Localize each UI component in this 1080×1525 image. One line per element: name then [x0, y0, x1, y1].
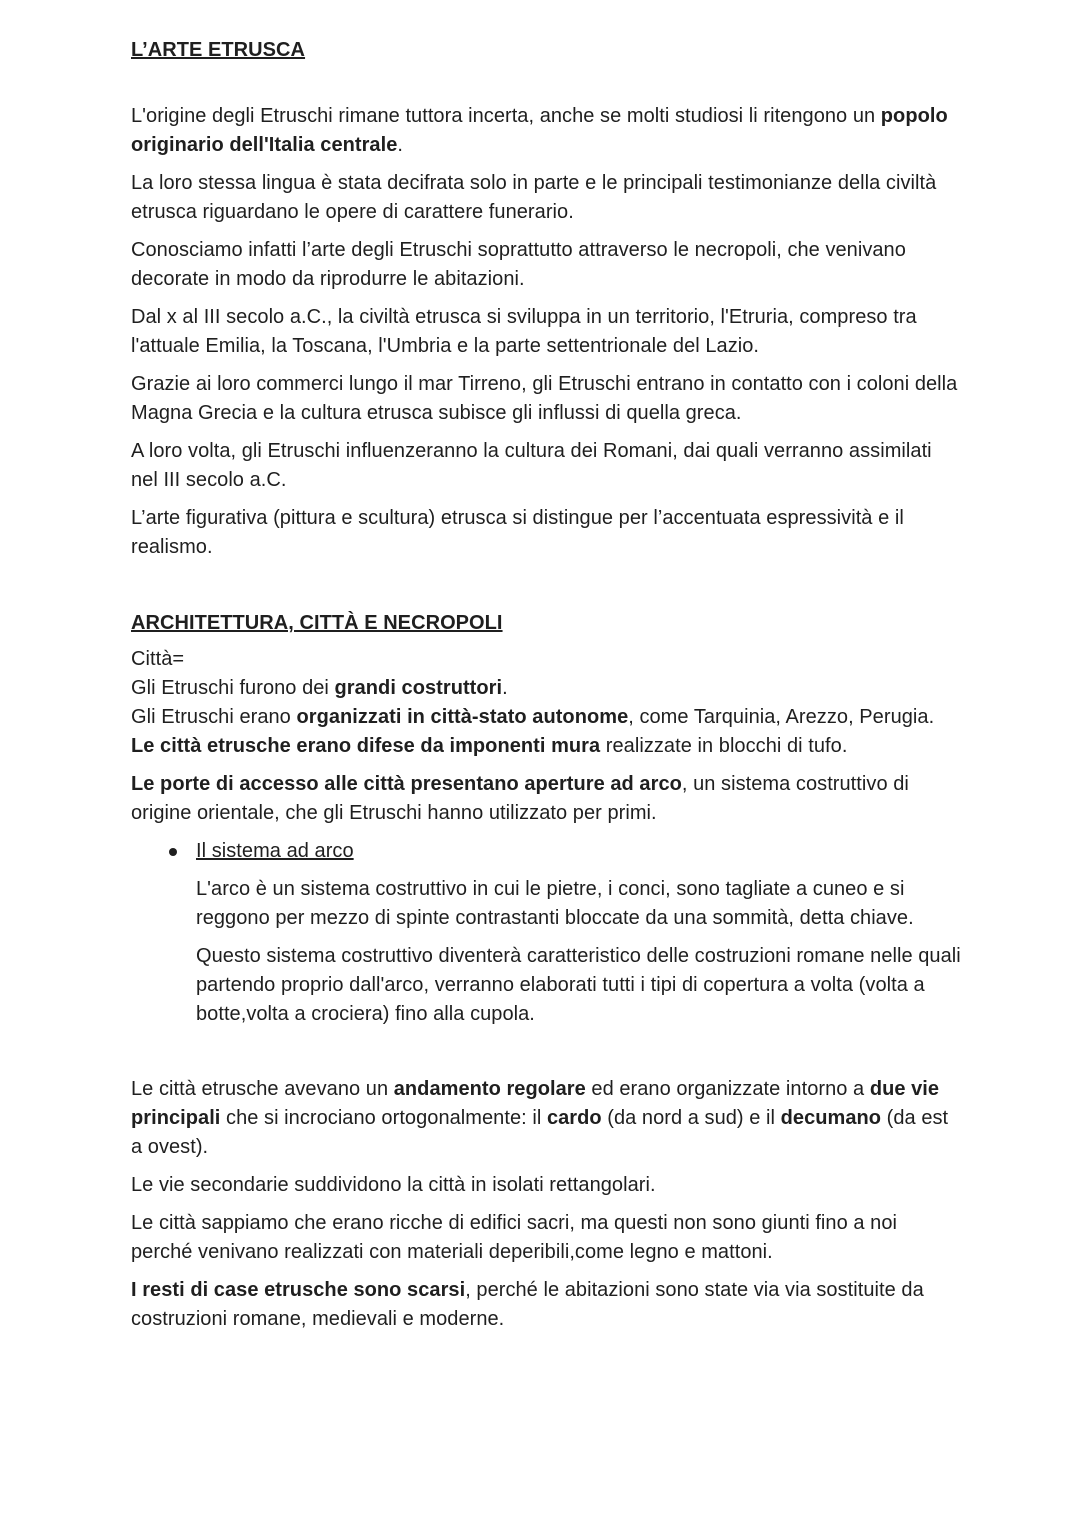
line-citta-stato: Gli Etruschi erano organizzati in città-stato autonome, come Tarquinia, Arezzo, Perugia. — [131, 706, 935, 728]
list-item — [196, 837, 961, 866]
document-content — [131, 36, 961, 1334]
line-mura: Le città etrusche erano difese da imponenti mura realizzate in blocchi di tufo. — [131, 735, 848, 757]
paragraph-lingua: La loro stessa lingua è stata decifrata solo in parte e le principali testimonianze della civiltà etrusca riguardano le opere di carattere funerario. — [131, 172, 937, 223]
paragraph-vie-secondarie: Le vie secondarie suddividono la città in isolati rettangolari. — [131, 1174, 656, 1196]
bullet-icon — [169, 848, 177, 856]
paragraph-costruzioni-romane: Questo sistema costruttivo diventerà caratteristico delle costruzioni romane nelle quali partendo proprio dall'arco, verranno elaborati tutti i tipi di copertura a volta (volta a botte,volta a crociera) fino alla cupola. — [196, 945, 961, 1025]
paragraph-porte: Le porte di accesso alle città presentano aperture ad arco, un sistema costruttivo di origine orientale, che gli Etruschi hanno utilizzato per primi. — [131, 773, 909, 824]
section-title-architettura: ARCHITETTURA, CITTÀ E NECROPOLI — [131, 612, 503, 634]
paragraph-origine: L'origine degli Etruschi rimane tuttora incerta, anche se molti studiosi li ritengono un popolo originario dell'Italia centrale. — [131, 105, 948, 156]
paragraph-arte-figurativa: L’arte figurativa (pittura e scultura) etrusca si distingue per l’accentuata espressività e il realismo. — [131, 507, 904, 558]
paragraph-edifici-sacri: Le città sappiamo che erano ricche di edifici sacri, ma questi non sono giunti fino a noi perché venivano realizzati con materiali deperibili,come legno e mattoni. — [131, 1212, 897, 1263]
paragraph-romani: A loro volta, gli Etruschi influenzeranno la cultura dei Romani, dai quali verranno assimilati nel III secolo a.C. — [131, 440, 932, 491]
paragraph-commerci: Grazie ai loro commerci lungo il mar Tirreno, gli Etruschi entrano in contatto con i coloni della Magna Grecia e la cultura etrusca subisce gli influssi di quella greca. — [131, 373, 958, 424]
section-title-arte-etrusca: L’ARTE ETRUSCA — [131, 39, 306, 61]
paragraph-arco: L'arco è un sistema costruttivo in cui le pietre, i conci, sono tagliate a cuneo e si reggono per mezzo di spinte contrastanti bloccate da una sommità, detta chiave. — [196, 878, 914, 929]
paragraph-necropoli: Conosciamo infatti l’arte degli Etruschi soprattutto attraverso le necropoli, che venivano decorate in modo da riprodurre le abitazioni. — [131, 239, 906, 290]
paragraph-resti-case: I resti di case etrusche sono scarsi, perché le abitazioni sono state via via sostituite da costruzioni romane, medievali e moderne. — [131, 1279, 924, 1330]
paragraph-vie-principali: Le città etrusche avevano un andamento regolare ed erano organizzate intorno a due vie principali che si incrociano ortogonalmente: il cardo (da nord a sud) e il decumano (da est a ovest). — [131, 1078, 949, 1158]
bullet-sistema-ad-arco — [196, 837, 961, 1029]
bullet-title: Il sistema ad arco — [196, 840, 354, 862]
line-costruttori: Gli Etruschi furono dei grandi costruttori. — [131, 677, 508, 699]
paragraph-territorio: Dal x al III secolo a.C., la civiltà etrusca si sviluppa in un territorio, l'Etruria, compreso tra l'attuale Emilia, la Toscana, l'Umbria e la parte settentrionale del Lazio. — [131, 306, 917, 357]
label-citta: Città= — [131, 648, 185, 670]
